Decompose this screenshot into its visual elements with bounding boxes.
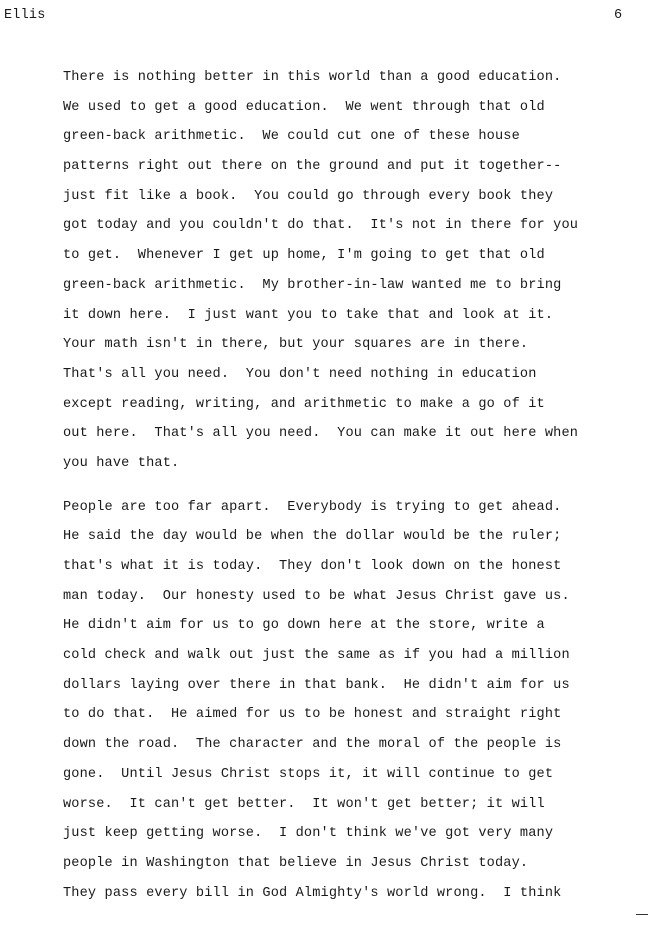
text-line: people in Washington that believe in Jesus Christ today. [63, 855, 529, 871]
text-line: cold check and walk out just the same as if you had a million [63, 648, 570, 664]
text-line: got today and you couldn't do that. It's not in there for you [63, 218, 579, 234]
text-line: to get. Whenever I get up home, I'm going to get that old [63, 248, 545, 264]
text-line: just keep getting worse. I don't think we've got very many [63, 826, 554, 842]
text-line: man today. Our honesty used to be what Jesus Christ gave us. [63, 588, 570, 604]
text-line: There is nothing better in this world than a good education. [63, 70, 562, 85]
text-line: patterns right out there on the ground and put it together-- [63, 159, 562, 175]
page-number: 6 [614, 8, 623, 23]
text-line: He said the day would be when the dollar would be the ruler; [63, 529, 562, 545]
text-line: worse. It can't get better. It won't get better; it will [63, 796, 545, 812]
scan-edge-mark [636, 914, 648, 915]
text-line: except reading, writing, and arithmetic to make a go of it [63, 396, 545, 412]
text-line: Your math isn't in there, but your squares are in there. [63, 337, 529, 353]
paragraph-1 [63, 68, 643, 484]
text-line: gone. Until Jesus Christ stops it, it will continue to get [63, 766, 554, 782]
text-line: green-back arithmetic. We could cut one of these house [63, 129, 520, 145]
paragraph-2 [63, 498, 643, 914]
text-line: that's what it is today. They don't look down on the honest [63, 559, 562, 574]
text-line: just fit like a book. You could go through every book they [63, 188, 554, 204]
text-line: He didn't aim for us to go down here at the store, write a [63, 618, 545, 634]
text-line: to do that. He aimed for us to be honest and straight right [63, 707, 562, 723]
text-line: That's all you need. You don't need nothing in education [63, 366, 537, 382]
text-line: down the road. The character and the moral of the people is [63, 737, 562, 753]
text-line: you have that. [63, 455, 180, 471]
transcript-body [63, 68, 643, 913]
text-line: They pass every bill in God Almighty's world wrong. I think [63, 885, 562, 901]
text-line: People are too far apart. Everybody is trying to get ahead. [63, 499, 562, 515]
text-line: it down here. I just want you to take that and look at it. [63, 307, 554, 323]
text-line: out here. That's all you need. You can make it out here when [63, 426, 579, 442]
text-line: green-back arithmetic. My brother-in-law wanted me to bring [63, 277, 562, 293]
text-line: dollars laying over there in that bank. He didn't aim for us [63, 677, 570, 693]
page-header-name: Ellis [4, 8, 46, 23]
paragraph-gap [63, 484, 643, 498]
text-line: We used to get a good education. We went through that old [63, 99, 545, 115]
